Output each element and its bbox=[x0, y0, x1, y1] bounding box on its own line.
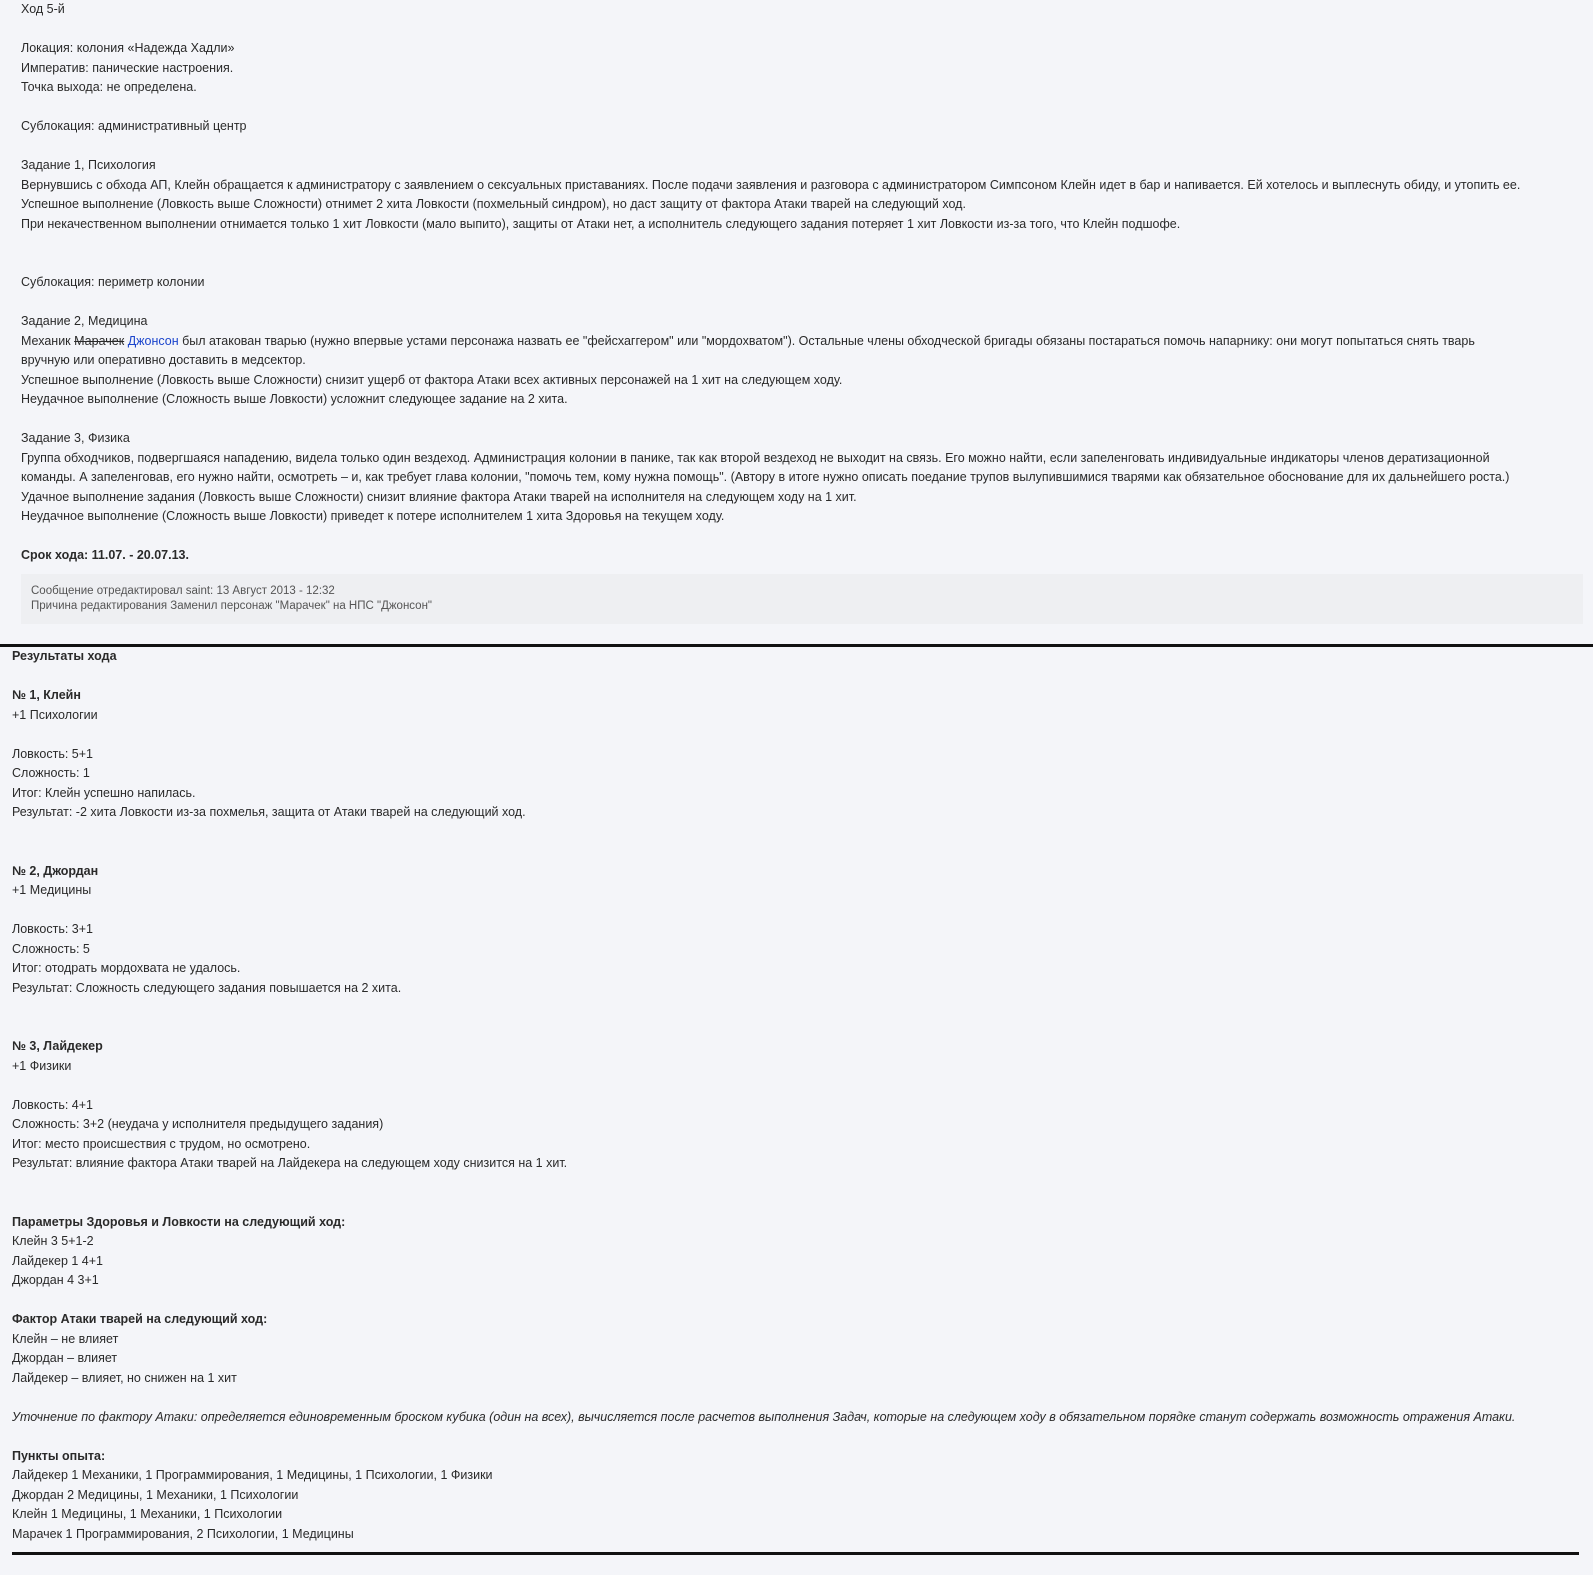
result-effect: Результат: Сложность следующего задания повышается на 2 хита. bbox=[12, 980, 402, 995]
result-difficulty: Сложность: 3+2 (неудача у исполнителя предыдущего задания) bbox=[12, 1117, 384, 1131]
sublocation-admin: Сублокация: административный центр bbox=[21, 119, 247, 133]
attack-item: Клейн – не влияет bbox=[12, 1331, 119, 1346]
params-title: Параметры Здоровья и Ловкости на следующий ход: bbox=[12, 1214, 346, 1229]
xp-item: Лайдекер 1 Механики, 1 Программирования, 1 Медицины, 1 Психологии, 1 Физики bbox=[12, 1468, 493, 1482]
task1-title: Задание 1, Психология bbox=[21, 158, 156, 172]
imperative-line: Императив: панические настроения. bbox=[21, 60, 234, 75]
task3-title: Задание 3, Физика bbox=[21, 431, 130, 445]
result-skill: +1 Физики bbox=[12, 1058, 72, 1073]
result-outcome: Итог: Клейн успешно напилась. bbox=[12, 785, 196, 800]
edit-note-author: Сообщение отредактировал saint: 13 Август 2013 - 12:32 bbox=[31, 585, 335, 597]
task1-description: Вернувшись с обхода АП, Клейн обращается к администратору с заявлением о сексуальных приставаниях. После подачи заявления и разговора с администратором Симпсоном Клейн идет в бар и напивается. Ей хотелось и выплеснуть обиду, и утопить ее. bbox=[21, 177, 1521, 192]
bottom-separator bbox=[12, 1552, 1579, 1555]
result-difficulty: Сложность: 1 bbox=[12, 766, 90, 780]
attack-title: Фактор Атаки тварей на следующий ход: bbox=[12, 1312, 268, 1326]
task3-fail: Неудачное выполнение (Сложность выше Ловкости) приведет к потере исполнителем 1 хита Здоровья на текущем ходу. bbox=[21, 509, 725, 523]
result-agility: Ловкость: 3+1 bbox=[12, 922, 93, 936]
result-block-jordan bbox=[12, 862, 1579, 999]
result-effect: Результат: -2 хита Ловкости из-за похмелья, защита от Атаки тварей на следующий ход. bbox=[12, 805, 526, 819]
xp-item: Джордан 2 Медицины, 1 Механики, 1 Психологии bbox=[12, 1487, 299, 1502]
npc-link[interactable]: Джонсон bbox=[127, 333, 179, 348]
task2-fail: Неудачное выполнение (Сложность выше Ловкости) усложнит следующее задание на 2 хита. bbox=[21, 392, 568, 406]
xp-item: Марачек 1 Программирования, 2 Психологии, 1 Медицины bbox=[12, 1526, 354, 1541]
task3-success: Удачное выполнение задания (Ловкость выше Сложности) снизит влияние фактора Атаки тварей на исполнителя на следующем ходу на 1 хит. bbox=[21, 489, 857, 504]
result-skill: +1 Медицины bbox=[12, 883, 92, 897]
deadline: Срок хода: 11.07. - 20.07.13. bbox=[21, 548, 189, 562]
xp-item: Клейн 1 Медицины, 1 Механики, 1 Психологии bbox=[12, 1507, 283, 1521]
task2-rest: был атакован тварью (нужно впервые устами персонажа назвать ее "фейсхаггером" или "мордохватом"). Остальные члены обходческой бригады обязаны постараться помочь напарнику: они могут попытаться снять тварь bbox=[178, 333, 1475, 348]
results-title: Результаты хода bbox=[12, 649, 117, 663]
xp-title: Пункты опыта: bbox=[12, 1448, 106, 1463]
result-agility: Ловкость: 4+1 bbox=[12, 1097, 93, 1112]
result-agility: Ловкость: 5+1 bbox=[12, 746, 93, 761]
result-outcome: Итог: отодрать мордохвата не удалось. bbox=[12, 961, 241, 975]
result-block-laidecker bbox=[12, 1037, 1579, 1174]
edit-note bbox=[21, 574, 1583, 624]
struck-character-name: Марачек bbox=[74, 333, 125, 348]
params-item: Джордан 4 3+1 bbox=[12, 1273, 99, 1287]
result-skill: +1 Психологии bbox=[12, 707, 98, 722]
turn-title: Ход 5-й bbox=[21, 2, 65, 16]
task3-description: Группа обходчиков, подвергшаяся нападению, видела только один вездеход. Администрация колонии в панике, так как второй вездеход не выходит на связь. Его можно найти, если запеленговать индивидуальные индикаторы членов дератизационной bbox=[21, 450, 1490, 465]
result-header: № 3, Лайдекер bbox=[12, 1039, 103, 1053]
result-header: № 1, Клейн bbox=[12, 688, 81, 702]
attack-item: Джордан – влияет bbox=[12, 1351, 118, 1365]
result-block-klein bbox=[12, 686, 1579, 823]
params-item: Лайдекер 1 4+1 bbox=[12, 1253, 103, 1268]
task2-description-cont: вручную или оперативно доставить в медсектор. bbox=[21, 353, 306, 367]
results-post bbox=[0, 647, 1593, 1554]
exit-point-line: Точка выхода: не определена. bbox=[21, 80, 197, 94]
result-header: № 2, Джордан bbox=[12, 863, 99, 878]
sublocation-perimeter: Сублокация: периметр колонии bbox=[21, 275, 205, 289]
task1-fail: При некачественном выполнении отнимается только 1 хит Ловкости (мало выпито), защиты от Атаки нет, а исполнитель следующего задания потеряет 1 хит Ловкости из-за того, что Клейн подшофе. bbox=[21, 216, 1181, 231]
edit-note-reason: Причина редактирования Заменил персонаж "Марачек" на НПС "Джонсон" bbox=[31, 600, 433, 612]
turn-post bbox=[0, 0, 1593, 644]
result-outcome: Итог: место происшествия с трудом, но осмотрено. bbox=[12, 1136, 311, 1151]
result-effect: Результат: влияние фактора Атаки тварей на Лайдекера на следующем ходу снизится на 1 хит. bbox=[12, 1156, 568, 1170]
attack-item: Лайдекер – влияет, но снижен на 1 хит bbox=[12, 1370, 237, 1385]
result-difficulty: Сложность: 5 bbox=[12, 941, 90, 956]
task1-success: Успешное выполнение (Ловкость выше Сложности) отнимет 2 хита Ловкости (похмельный синдром), но даст защиту от фактора Атаки тварей на следующий ход. bbox=[21, 197, 966, 211]
task2-title: Задание 2, Медицина bbox=[21, 314, 148, 328]
location-line: Локация: колония «Надежда Хадли» bbox=[21, 41, 235, 55]
task2-description bbox=[21, 332, 1579, 352]
task2-success: Успешное выполнение (Ловкость выше Сложности) снизит ущерб от фактора Атаки всех активных персонажей на 1 хит на следующем ходу. bbox=[21, 372, 843, 387]
attack-clarification: Уточнение по фактору Атаки: определяется единовременным броском кубика (один на всех), вычисляется после расчетов выполнения Задач, которые на следующем ходу в обязательном порядке станут содержать возможность отражения Атаки. bbox=[12, 1409, 1516, 1424]
task3-description-cont: команды. А запеленговав, его нужно найти, осмотреть – и, как требует глава колонии, "помочь тем, кому нужна помощь". (Автору в итоге нужно описать поедание трупов вылупившимися тварями как обязательное обоснование для их дальнейшего роста.) bbox=[21, 470, 1510, 484]
task2-prefix: Механик bbox=[21, 333, 75, 348]
params-item: Клейн 3 5+1-2 bbox=[12, 1234, 94, 1248]
